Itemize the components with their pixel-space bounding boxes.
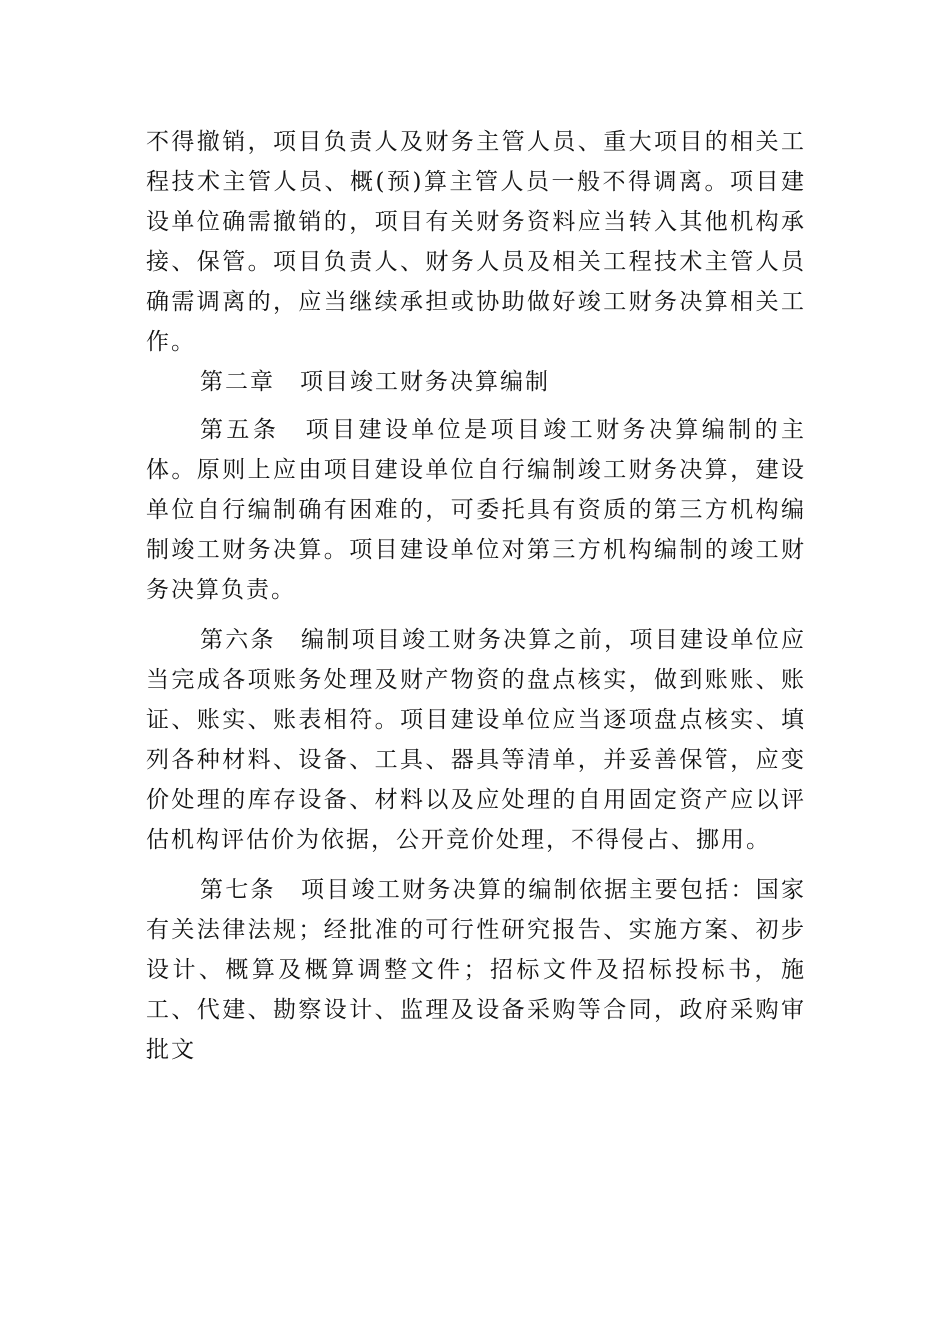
article-5-paragraph: 第五条 项目建设单位是项目竣工财务决算编制的主体。原则上应由项目建设单位自行编制竣工财务决算，建设单位自行编制确有困难的，可委托具有资质的第三方机构编制竣工财务决算。项目建设单位对第三方机构编制的竣工财务决算负责。 [146,417,806,603]
document-body [146,122,806,1070]
paragraph-continuation: 不得撤销，项目负责人及财务主管人员、重大项目的相关工程技术主管人员、概(预)算主管人员一般不得调离。项目建设单位确需撤销的，项目有关财务资料应当转入其他机构承接、保管。项目负责人、财务人员及相关工程技术主管人员确需调离的，应当继续承担或协助做好竣工财务决算相关工作。 [146,129,806,355]
article-6-paragraph: 第六条 编制项目竣工财务决算之前，项目建设单位应当完成各项账务处理及财产物资的盘点核实，做到账账、账证、账实、账表相符。项目建设单位应当逐项盘点核实、填列各种材料、设备、工具、器具等清单，并妥善保管，应变价处理的库存设备、材料以及应处理的自用固定资产应以评估机构评估价为依据，公开竞价处理，不得侵占、挪用。 [146,627,806,853]
article-7-paragraph: 第七条 项目竣工财务决算的编制依据主要包括：国家有关法律法规；经批准的可行性研究报告、实施方案、初步设计、概算及概算调整文件；招标文件及招标投标书，施工、代建、勘察设计、监理及设备采购等合同，政府采购审批文 [146,877,806,1063]
chapter-heading: 第二章 项目竣工财务决算编制 [200,369,550,395]
